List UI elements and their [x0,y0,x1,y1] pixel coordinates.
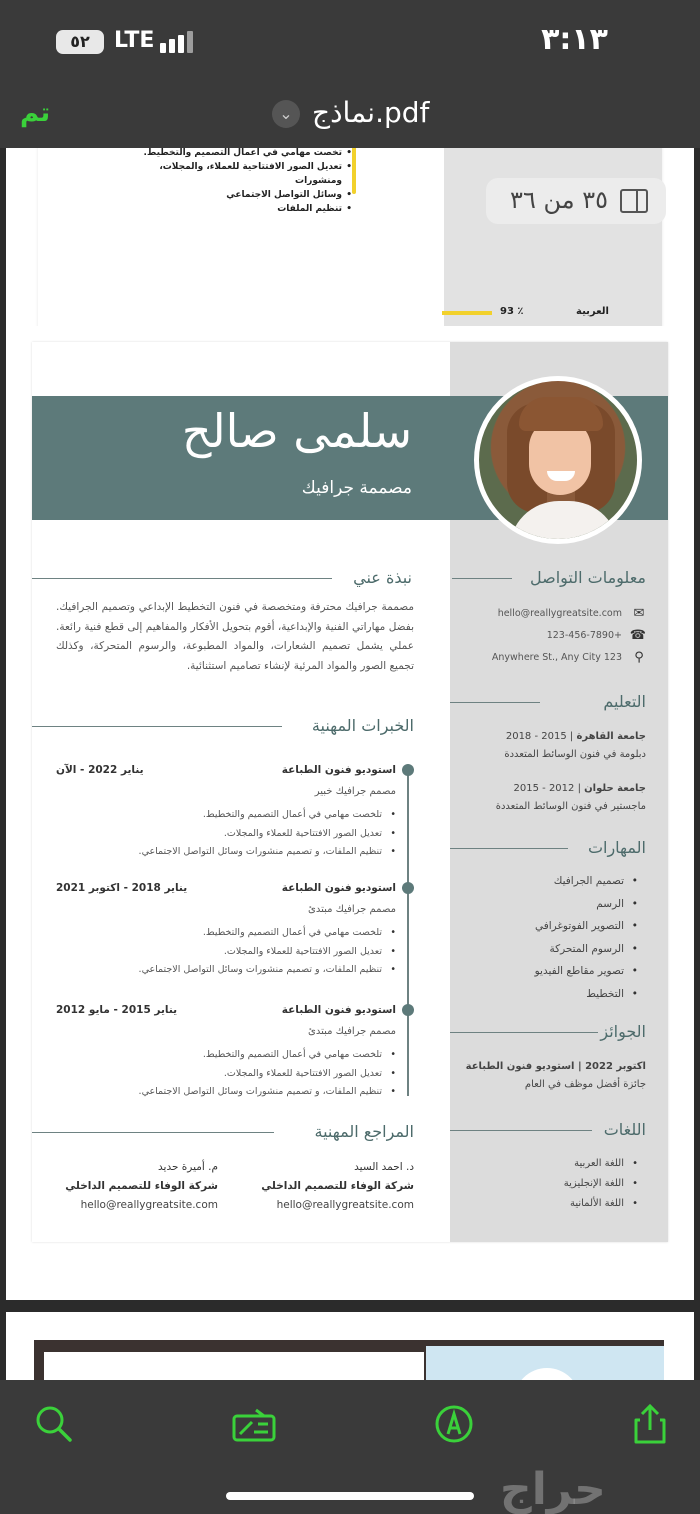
skills-list [482,870,638,1005]
contact-address-row [472,650,646,668]
education-years: 2012 - 2015 [513,783,575,794]
page-indicator-label: ٣٥ من ٣٦ [510,186,608,214]
yellow-accent-bar [352,148,356,194]
search-icon[interactable] [32,1402,76,1446]
list-item: • تلخصت مهامي في أعمال التصميم والتخطيط. [139,924,396,943]
annotate-icon[interactable] [432,1402,476,1446]
languages-heading: اللغات [603,1120,646,1139]
next-page [6,1312,694,1380]
previous-page-bullets [126,148,352,216]
job-tasks [139,924,396,980]
education-years: 2015 - 2018 [505,731,567,742]
contact-email: hello@reallygreatsite.com [497,608,622,619]
status-time: ٣:١٣ [541,22,608,57]
markup-icon[interactable] [232,1402,276,1446]
contact-phone-row [472,628,646,646]
list-item: • الرسوم المتحركة [482,938,638,961]
experience-item [56,1004,396,1104]
language-percent: 93 ٪ [500,306,524,317]
reference-company: شركة الوفاء للتصميم الداخلي [65,1180,218,1192]
resume-document [32,342,668,1242]
chevron-down-icon[interactable]: ⌄ [272,100,300,128]
section-divider [452,578,512,579]
education-heading: التعليم [603,692,646,711]
location-pin-icon: ⚲ [634,650,644,665]
job-company: استوديو فنون الطباعة [281,882,396,894]
reference-name: م. أميرة حديد [158,1161,218,1173]
phone-icon: ☎ [629,628,646,643]
experience-item [56,882,396,982]
sidebar-toggle-icon[interactable] [620,189,648,213]
reference-name: د. احمد السيد [354,1161,414,1173]
timeline-line [407,766,409,1096]
watermark: حراج [500,1464,606,1514]
next-page-content [44,1352,424,1380]
education-item: جامعة القاهرة | 2015 - 2018 دبلومة في فنون الوسائط المتعددة [462,728,646,764]
job-date: يناير 2022 - الآن [56,764,144,776]
job-company: استوديو فنون الطباعة [281,764,396,776]
job-role: مصمم جرافيك مبتدئ [308,1026,396,1037]
job-tasks [139,806,396,862]
experience-item [56,764,396,864]
list-item: • تعديل الصور الافتتاحية للعملاء والمجلات. [139,943,396,962]
job-role: مصمم جرافيك خبير [314,786,396,797]
share-icon[interactable] [628,1402,672,1446]
reference-email: hello@reallygreatsite.com [276,1199,414,1211]
job-tasks [139,1046,396,1102]
list-item: • تخصت مهامي في أعمال التصميم والتخطيط. [126,148,352,160]
timeline-dot [402,882,414,894]
mail-icon: ✉ [633,606,645,621]
award-date-org: اكتوبر 2022 | استوديو فنون الطباعة [465,1061,646,1072]
reference-company: شركة الوفاء للتصميم الداخلي [261,1180,414,1192]
home-indicator[interactable] [226,1492,474,1500]
reference-email: hello@reallygreatsite.com [80,1199,218,1211]
list-item: • تنظيم الملفات [126,202,352,216]
timeline-dot [402,1004,414,1016]
list-item: • تصوير مقاطع الفيديو [482,960,638,983]
job-company: استوديو فنون الطباعة [281,1004,396,1016]
list-item: • تنظيم الملفات، و تصميم منشورات وسائل التواصل الاجتماعي. [139,843,396,862]
education-degree: دبلومة في فنون الوسائط المتعددة [504,749,646,760]
references-heading: المراجع المهنية [314,1122,414,1141]
contact-heading: معلومات التواصل [529,568,646,587]
about-heading: نبذة عني [353,568,412,587]
pdf-page [6,326,694,1300]
reference-item [232,1158,414,1215]
contact-address: 123 Anywhere St., Any City [491,652,622,663]
award-title: جائزة أفضل موظف في العام [524,1079,646,1090]
bottom-toolbar [0,1380,700,1514]
award-item [452,1058,646,1094]
list-item: • اللغة الإنجليزية [512,1174,638,1194]
list-item: • الرسم [482,893,638,916]
education-school: جامعة حلوان [584,783,646,794]
about-text: مصممة جرافيك محترفة ومتخصصة في فنون التخطيط الإبداعي وتصميم الجرافيك. بفضل مهاراتي الفنية والإبداعية، أقوم بتحويل الأفكار والمفاهيم إلى قطع فنية رائعة. عملي يشمل تصميم الشعارات، والمواد المطبوعة، والرسوم المتحركة، وكذلك تجميع الصور والمواد المرئية لإنشاء تصاميم استثنائية. [56,601,414,672]
list-item: • وسائل التواصل الاجتماعي [126,188,352,202]
language-bar [442,311,492,315]
section-divider [450,702,540,703]
done-button[interactable]: تم [20,98,51,128]
contact-phone: +123-456-7890 [546,630,622,641]
battery-indicator: ٥٢ [56,30,104,54]
pdf-viewport[interactable] [0,148,700,1380]
education-item: جامعة حلوان | 2012 - 2015 ماجستير في فنون الوسائط المتعددة [462,780,646,816]
list-item: • تعديل الصور الافتتاحية للعملاء والمجلات. [139,825,396,844]
education-degree: ماجستير في فنون الوسائط المتعددة [495,801,646,812]
education-school: جامعة القاهرة [576,731,646,742]
skills-heading: المهارات [587,838,646,857]
job-role: مصمم جرافيك مبتدئ [308,904,396,915]
section-divider [450,848,568,849]
reference-item [42,1158,218,1215]
list-item: • اللغة العربية [512,1154,638,1174]
job-date: يناير 2015 - مايو 2012 [56,1004,178,1016]
list-item: • تعديل الصور الافتتاحية للعملاء، والمجلات، ومنشورات [126,160,352,188]
network-label: LTE [114,28,155,53]
section-divider [32,1132,274,1133]
list-item: • التصوير الفوتوغرافي [482,915,638,938]
section-divider [32,578,332,579]
languages-list [512,1154,638,1214]
list-item: • تلخصت مهامي في أعمال التصميم والتخطيط. [139,1046,396,1065]
awards-heading: الجوائز [600,1022,646,1041]
status-bar [0,0,700,82]
section-divider [32,726,282,727]
list-item: • اللغة الألمانية [512,1194,638,1214]
section-divider [450,1032,598,1033]
language-label: العربية [576,306,609,317]
profile-photo [474,376,642,544]
list-item: • تنظيم الملفات، و تصميم منشورات وسائل التواصل الاجتماعي. [139,961,396,980]
list-item: • تنظيم الملفات، و تصميم منشورات وسائل التواصل الاجتماعي. [139,1083,396,1102]
resume-job-title: مصممة جرافيك [301,478,412,498]
page-indicator[interactable] [486,178,666,224]
list-item: • تلخصت مهامي في أعمال التصميم والتخطيط. [139,806,396,825]
contact-email-row [472,606,646,624]
job-date: يناير 2018 - اكتوبر 2021 [56,882,188,894]
list-item: • تعديل الصور الافتتاحية للعملاء والمجلات. [139,1065,396,1084]
experience-heading: الخبرات المهنية [311,716,414,735]
list-item: • تصميم الجرافيك [482,870,638,893]
nav-bar [0,82,700,148]
resume-name: سلمى صالح [181,404,412,458]
file-title[interactable]: نماذج.pdf [312,96,430,129]
signal-icon [160,31,200,53]
list-item: • التخطيط [482,983,638,1006]
timeline-dot [402,764,414,776]
section-divider [450,1130,592,1131]
